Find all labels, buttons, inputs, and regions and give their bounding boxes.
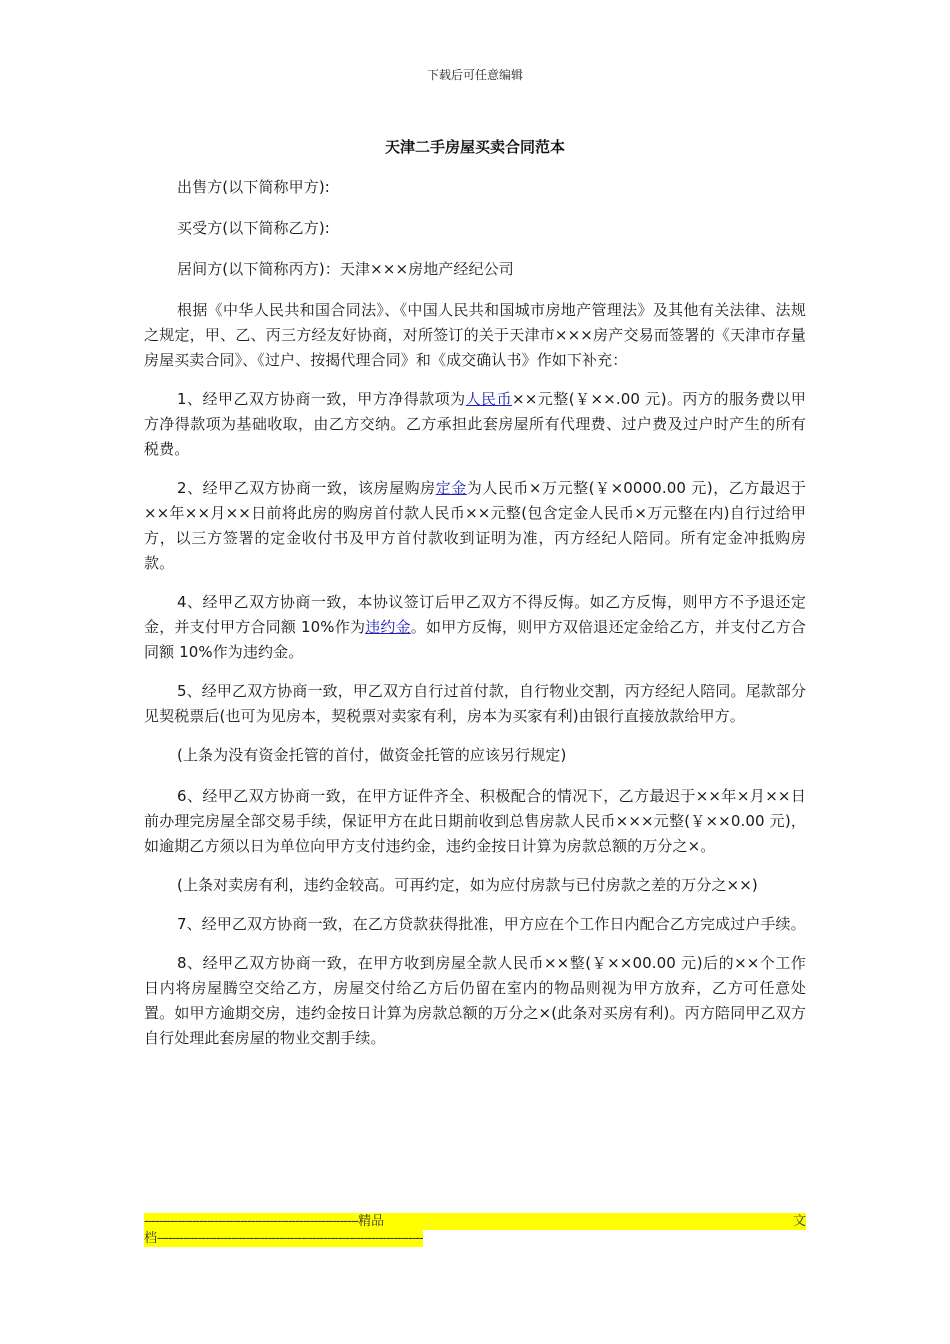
footer-word-3: 文 [792,1214,806,1229]
party-buyer: 买受方(以下简称乙方): [177,219,330,237]
party-seller: 出售方(以下简称甲方): [177,178,330,196]
footer-word-4: 档 [144,1231,158,1246]
document-title: 天津二手房屋买卖合同范本 [384,138,565,156]
penalty-link[interactable]: 违约金 [365,618,411,636]
footer-word-2: 品 [371,1214,385,1229]
footer-dashes-1: ---------------------------------------------------------- [144,1214,359,1229]
clause-6-note: (上条对卖房有利，违约金较高。可再约定，如为应付房款与已付房款之差的万分之××) [177,876,758,894]
footer-watermark [144,1213,806,1252]
clause-1-text-b: ××元整(￥××.00 元)。丙方的服务费以甲方净得款项为基础收取，由乙方交纳。乙方承担此套房屋所有代理费、过户费及过户时产生的所有税费。 [144,390,806,458]
clause-1-text-a: 1、经甲乙双方协商一致，甲方净得款项为 [177,390,466,408]
clause-6: 6、经甲乙双方协商一致，在甲方证件齐全、积极配合的情况下，乙方最迟于××年×月××日前办理完房屋全部交易手续，保证甲方在此日期前收到总售房款人民币×××元整(￥××0.00 元)，如逾期乙方须以日为单位向甲方支付违约金，违约金按日计算为房款总额的万分之×。 [144,787,806,855]
document-body [144,175,806,1065]
clause-2-text-b: 为人民币×万元整(￥×0000.00 元)，乙方最迟于××年××月××日前将此房的购房首付款人民币××元整(包含定金人民币×万元整在内)自行过给甲方，以三方签署的定金收付书及甲方首付款收到证明为准，丙方经纪人陪同。所有定金冲抵购房款。 [144,479,807,572]
clause-5: 5、经甲乙双方协商一致，甲乙双方自行过首付款，自行物业交割，丙方经纪人陪同。尾款部分见契税票后(也可为见房本，契税票对卖家有利，房本为买家有利)由银行直接放款给甲方。 [144,682,806,725]
clause-4 [144,590,806,665]
preamble-paragraph: 根据《中华人民共和国合同法》、《中国人民共和国城市房地产管理法》及其他有关法律、法规之规定，甲、乙、丙三方经友好协商，对所签订的关于天津市×××房产交易而签署的《天津市存量房屋买卖合同》、《过户、按揭代理合同》和《成交确认书》作如下补充： [144,301,806,369]
page-header: 下载后可任意编辑 [426,68,523,82]
clause-7: 7、经甲乙双方协商一致，在乙方贷款获得批准，甲方应在个工作日内配合乙方完成过户手续。 [177,915,806,933]
clause-4-text-a: 4、经甲乙双方协商一致，本协议签订后甲乙双方不得反悔。如乙方反悔，则甲方不予退还定金，并支付甲方合同额 10%作为 [144,593,806,636]
footer-row-1 [144,1213,806,1230]
clause-2 [144,476,806,576]
deposit-link[interactable]: 定金 [435,479,467,497]
clause-5-note: (上条为没有资金托管的首付，做资金托管的应该另行规定) [177,746,567,764]
party-intermediary: 居间方(以下简称丙方)：天津×××房地产经纪公司 [177,260,514,278]
clause-8: 8、经甲乙双方协商一致，在甲方收到房屋全款人民币××整(￥××00.00 元)后的××个工作日内将房屋腾空交给乙方，房屋交付给乙方后仍留在室内的物品则视为甲方放弃，乙方可任意处置。如甲方逾期交房，违约金按日计算为房款总额的万分之×(此条对买房有利)。丙方陪同甲乙双方自行处理此套房屋的物业交割手续。 [144,954,806,1047]
clause-2-text-a: 2、经甲乙双方协商一致，该房屋购房 [177,479,436,497]
clause-4-text-b: 。如甲方反悔，则甲方双倍退还定金给乙方，并支付乙方合同额 10%作为违约金。 [144,618,806,661]
footer-row-2 [144,1230,423,1247]
rmb-link[interactable]: 人民币 [465,390,513,408]
footer-word-1: 精 [358,1214,372,1229]
footer-dashes-2: ------------------------------------------------------------------------ [157,1231,423,1246]
clause-1 [144,387,806,462]
